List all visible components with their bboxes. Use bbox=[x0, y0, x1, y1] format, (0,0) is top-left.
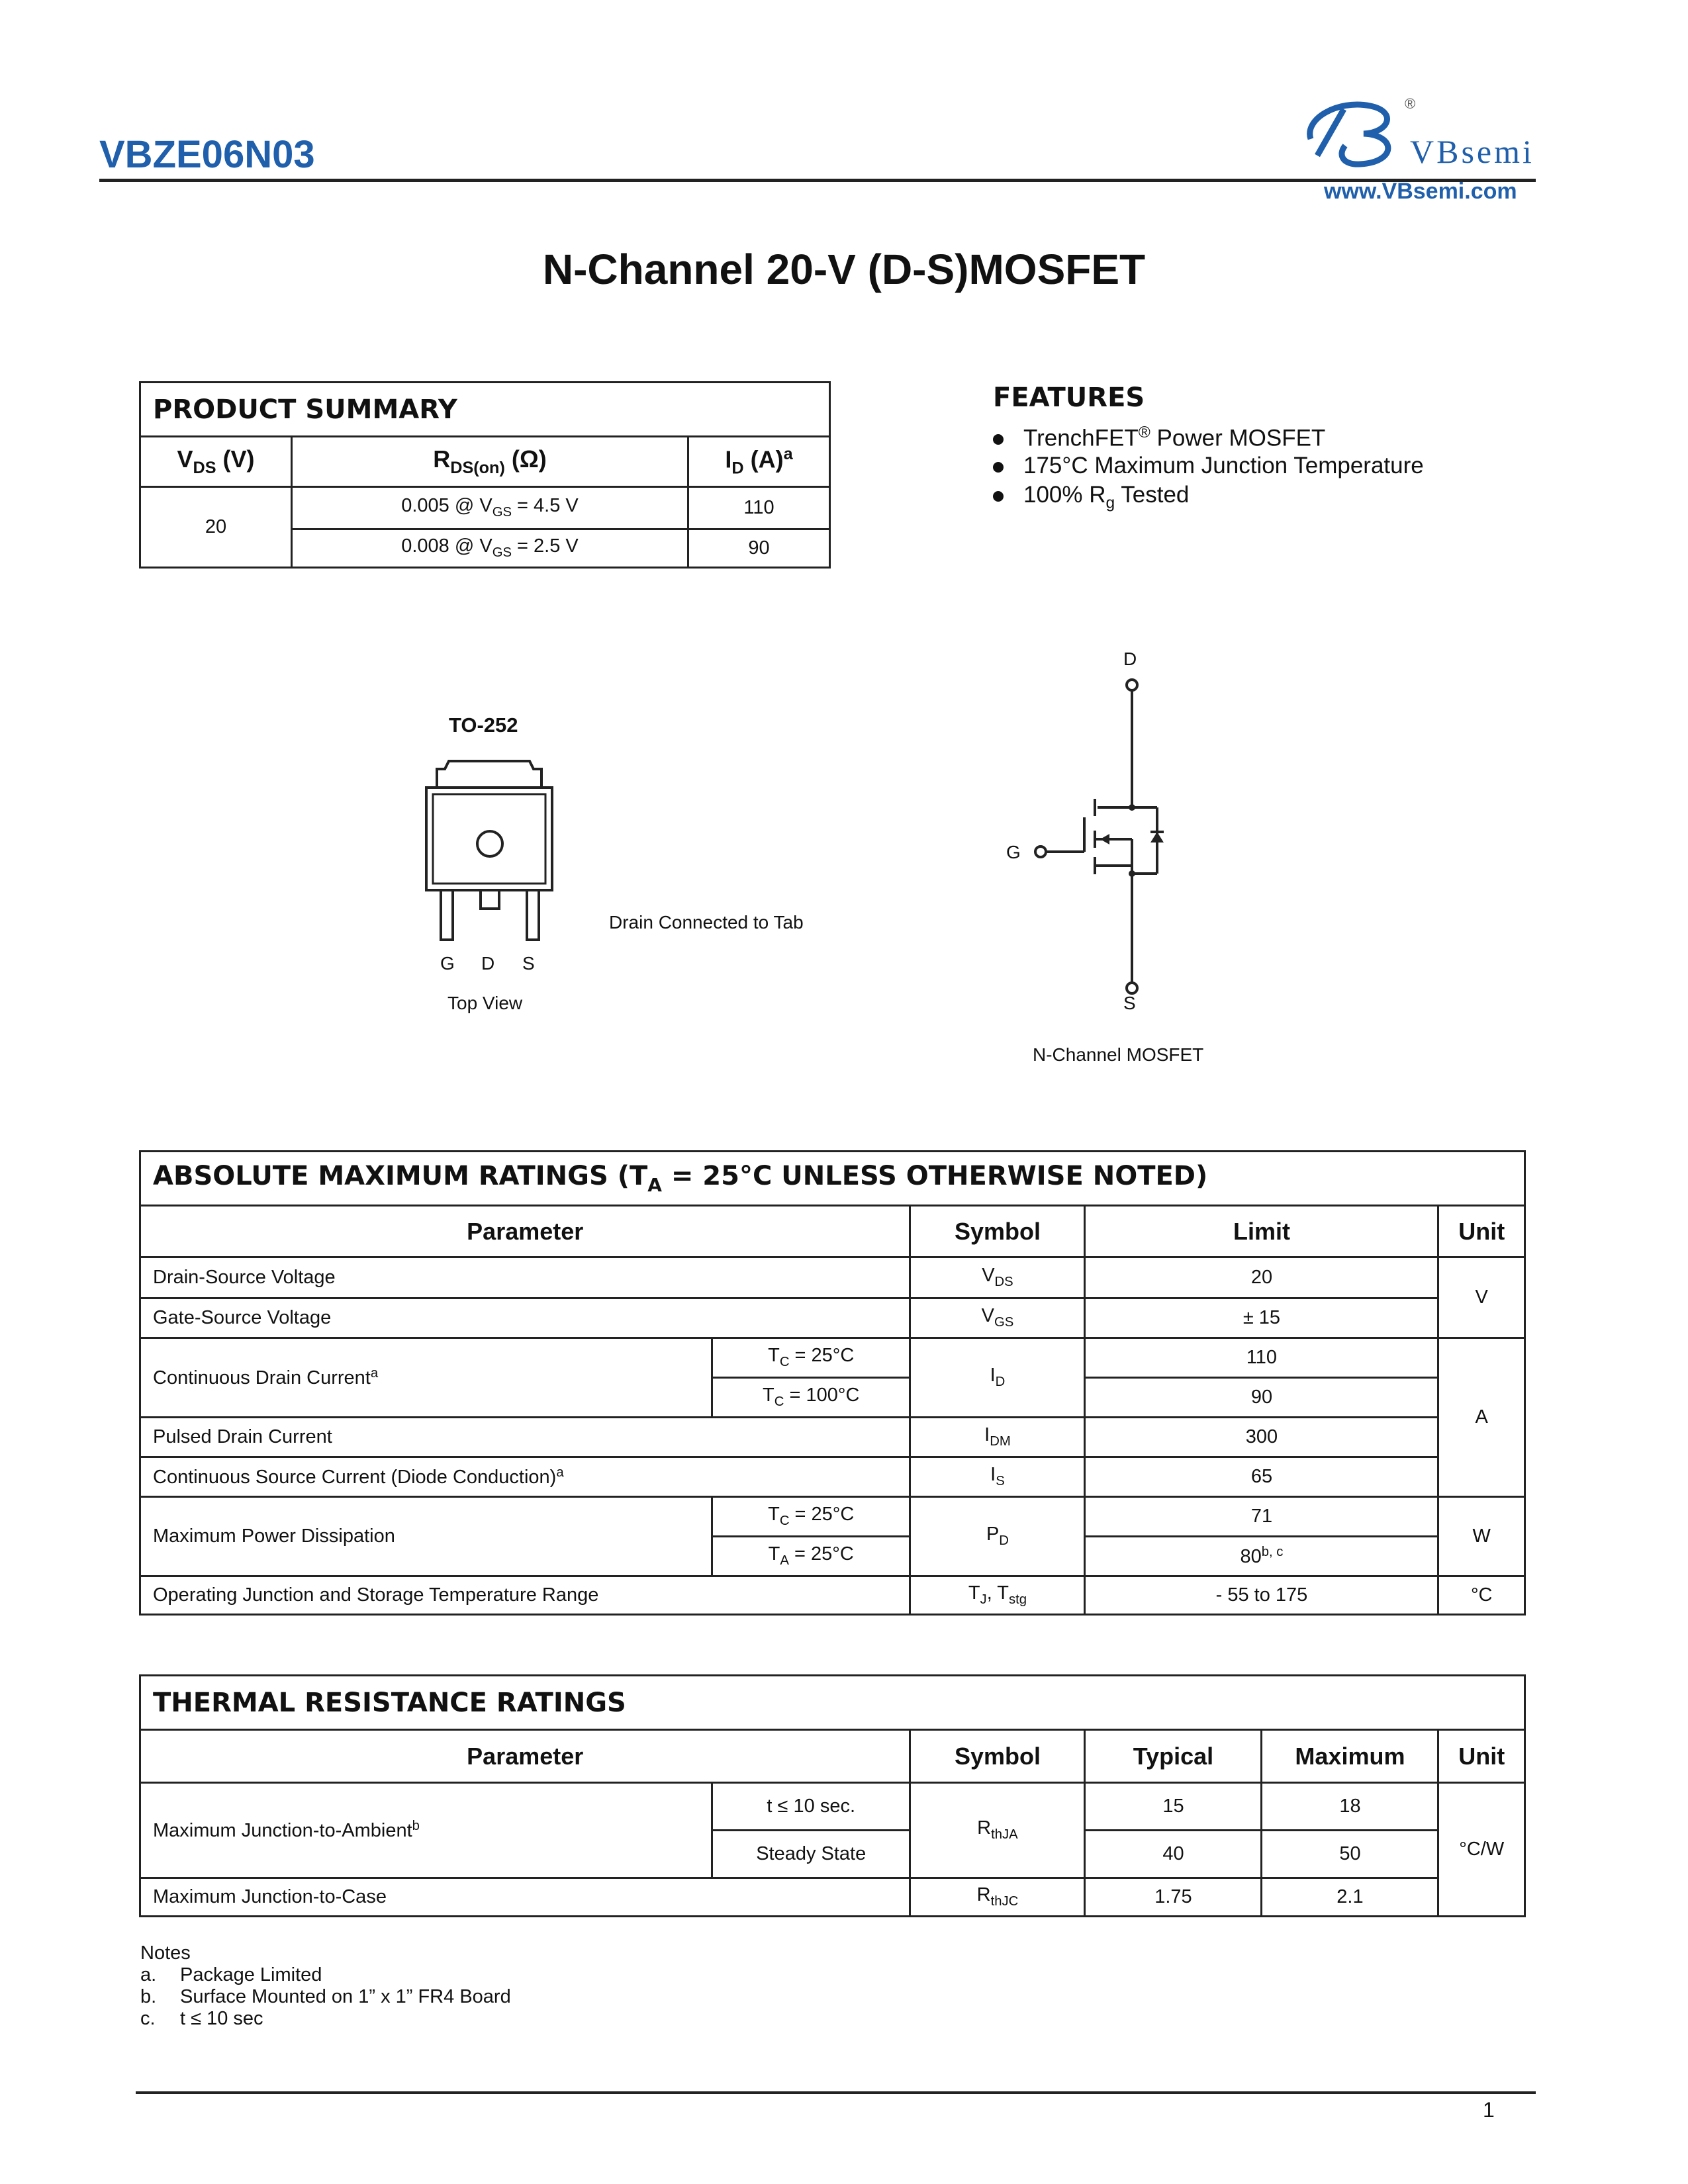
col-limit: Limit bbox=[1085, 1206, 1438, 1257]
col-unit: Unit bbox=[1438, 1730, 1525, 1783]
table-row: Gate-Source Voltage $V_{GS}$ ± 15 bbox=[140, 1298, 1525, 1338]
note-item: c. t ≤ 10 sec bbox=[140, 2008, 263, 2029]
page-number: 1 bbox=[1483, 2098, 1495, 2122]
n-channel-mosfet-symbol-icon bbox=[1026, 672, 1185, 996]
pin-label-s: S bbox=[522, 953, 535, 974]
table-row: Maximum Junction-to-Ambient$^b$ t ≤ 10 sec. $R_{thJA}$ 15 18 °C/W bbox=[140, 1783, 1525, 1831]
table-row: $T_A = 25^\circ C$ 80$^{b, c}$ bbox=[140, 1537, 1525, 1576]
id-value: 90 bbox=[688, 529, 830, 568]
product-summary-heading: PRODUCT SUMMARY bbox=[140, 383, 830, 437]
schematic-caption: N-Channel MOSFET bbox=[1033, 1044, 1204, 1065]
drain-tab-note: Drain Connected to Tab bbox=[609, 912, 804, 933]
table-row: Continuous Drain Current$^a$ $T_C = 25^\circ C$ $I_D$ 110 A bbox=[140, 1338, 1525, 1378]
feature-item: 175°C Maximum Junction Temperature bbox=[993, 453, 1424, 479]
rds-value: 0.008 @ $V_{GS} = 2.5$ V bbox=[292, 529, 688, 568]
table-row: Continuous Source Current (Diode Conduction)$^a$ $I_S$ 65 bbox=[140, 1457, 1525, 1497]
brand-name: VBsemi bbox=[1410, 133, 1534, 170]
package-name: TO-252 bbox=[449, 713, 518, 737]
col-parameter: Parameter bbox=[140, 1206, 910, 1257]
col-parameter: Parameter bbox=[140, 1730, 910, 1783]
col-symbol: Symbol bbox=[910, 1730, 1085, 1783]
product-summary-table bbox=[139, 381, 831, 569]
col-rds: $R_{DS(on)}$ (Ω) bbox=[292, 437, 688, 487]
thermal-resistance-table bbox=[139, 1674, 1526, 1917]
col-maximum: Maximum bbox=[1262, 1730, 1438, 1783]
brand-url[interactable]: www.VBsemi.com bbox=[1324, 179, 1517, 204]
notes bbox=[140, 1942, 511, 2030]
col-vds: $V_{DS}$ (V) bbox=[140, 437, 292, 487]
col-typical: Typical bbox=[1085, 1730, 1262, 1783]
absolute-max-ratings-table bbox=[139, 1150, 1526, 1615]
table-row: $T_C = 100^\circ C$ 90 bbox=[140, 1378, 1525, 1418]
pin-label-g: G bbox=[440, 953, 455, 974]
feature-item: TrenchFET® Power MOSFET bbox=[993, 424, 1325, 451]
bullet-icon bbox=[993, 462, 1004, 473]
features-heading: FEATURES bbox=[993, 383, 1145, 413]
to252-package-icon bbox=[417, 748, 563, 946]
header-divider bbox=[99, 179, 1536, 182]
top-view-label: Top View bbox=[447, 993, 523, 1013]
document-title: N-Channel 20-V (D-S)MOSFET bbox=[542, 246, 1146, 293]
table-row: Operating Junction and Storage Temperature Range $T_J$, $T_{stg}$ - 55 to 175 °C bbox=[140, 1576, 1525, 1615]
thermal-heading: THERMAL RESISTANCE RATINGS bbox=[140, 1676, 1525, 1730]
note-item: b. Surface Mounted on 1” x 1” FR4 Board bbox=[140, 1986, 511, 2007]
pin-label-d: D bbox=[481, 953, 495, 974]
id-value: 110 bbox=[688, 487, 830, 529]
vbsemi-logo-icon bbox=[1297, 93, 1410, 172]
table-row: Maximum Power Dissipation $T_C = 25^\circ C$ $P_D$ 71 W bbox=[140, 1497, 1525, 1537]
abs-max-heading: ABSOLUTE MAXIMUM RATINGS ($T_A = 25^\circ C$ UNLESS OTHERWISE NOTED) bbox=[140, 1152, 1525, 1206]
schematic-gate-label: G bbox=[1006, 842, 1021, 862]
table-row: Maximum Junction-to-Case $R_{thJC}$ 1.75 2.1 bbox=[140, 1878, 1525, 1917]
schematic-drain-label: D bbox=[1123, 649, 1137, 669]
note-item: a. Package Limited bbox=[140, 1964, 322, 1985]
table-row: Steady State 40 50 bbox=[140, 1831, 1525, 1878]
col-id: $I_D$ $(A)^a$ bbox=[688, 437, 830, 487]
table-row: Drain-Source Voltage $V_{DS}$ 20 V bbox=[140, 1257, 1525, 1298]
bullet-icon bbox=[993, 491, 1004, 502]
rds-value: 0.005 @ $V_{GS} = 4.5$ V bbox=[292, 487, 688, 529]
vds-value: 20 bbox=[140, 487, 292, 568]
bullet-icon bbox=[993, 434, 1004, 445]
footer-divider bbox=[136, 2091, 1536, 2094]
schematic-source-label: S bbox=[1123, 993, 1136, 1013]
feature-item: 100% $R_g$ Tested bbox=[993, 482, 1189, 513]
col-symbol: Symbol bbox=[910, 1206, 1085, 1257]
part-number: VBZE06N03 bbox=[99, 133, 315, 176]
notes-title: Notes bbox=[140, 1942, 191, 1964]
registered-mark: ® bbox=[1405, 95, 1416, 112]
col-unit: Unit bbox=[1438, 1206, 1525, 1257]
table-row bbox=[140, 487, 830, 529]
table-row: Pulsed Drain Current $I_{DM}$ 300 bbox=[140, 1418, 1525, 1457]
